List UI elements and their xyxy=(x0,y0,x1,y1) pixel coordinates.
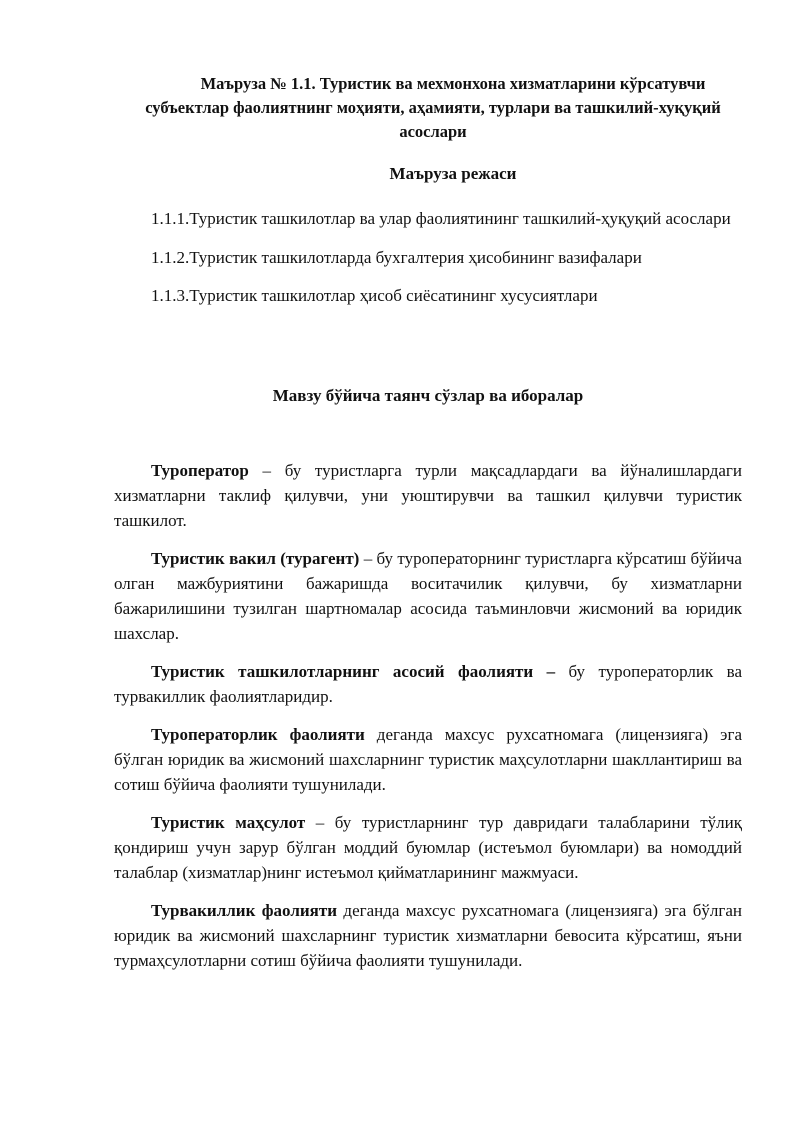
definition-paragraph xyxy=(114,898,742,973)
plan-item: 1.1.3.Туристик ташкилотлар ҳисоб сиёсатининг хусусиятлари xyxy=(151,286,598,305)
definition-text: деганда махсус рухсатномага (лицензияга) эга бўлган юридик ва жисмоний шахсларнинг туристик хизматларни бевосита кўрсатиш, яъни турмаҳсулотларни сотиш бўйича фаолияти тушунилади. xyxy=(114,901,742,970)
lecture-title xyxy=(108,72,758,144)
lecture-title-line-3: асослари xyxy=(399,122,467,141)
definition-text: – бу туроператорнинг туристларга кўрсатиш бўйича олган мажбуриятини бажаришда воситачилик қилувчи, бу хизматларни бажарилишини тузилган шартномалар асосида таъминловчи жисмоний ва юридик шахслар. xyxy=(114,549,742,643)
definition-paragraph xyxy=(114,810,742,885)
definition-term: Туроператор xyxy=(151,461,249,480)
lecture-title-line-1: Маъруза № 1.1. Туристик ва мехмонхона хизматларини кўрсатувчи xyxy=(200,74,706,93)
keywords-heading: Мавзу бўйича таянч сўзлар ва иборалар xyxy=(272,386,584,405)
definition-text: – бу туристларга турли мақсадлардаги ва йўналишлардаги хизматларни таклиф қилувчи, уни уюштирувчи ва ташкил қилувчи туристик ташкилот. xyxy=(114,461,742,530)
plan-item: 1.1.2.Туристик ташкилотларда бухгалтерия ҳисобининг вазифалари xyxy=(151,247,642,267)
definition-paragraph xyxy=(114,458,742,533)
definition-text: деганда махсус рухсатномага (лицензияга) эга бўлган юридик ва жисмоний шахсларнинг туристик маҳсулотларни шакллантириш ва сотиш бўйича фаолияти тушунилади. xyxy=(114,725,742,794)
definition-paragraph xyxy=(114,659,742,709)
plan-list xyxy=(114,207,742,323)
plan-heading: Маъруза режаси xyxy=(389,164,517,183)
definition-term: Туристик маҳсулот xyxy=(151,813,306,832)
definition-text: бу туроператорлик ва турвакиллик фаолиятларидир. xyxy=(114,662,742,706)
lecture-title-line-2: субъектлар фаолиятнинг моҳияти, аҳамияти, турлари ва ташкилий-хуқуқий xyxy=(145,98,721,117)
definitions-list xyxy=(114,458,742,986)
plan-item: 1.1.1.Туристик ташкилотлар ва улар фаолиятининг ташкилий-ҳуқуқий асослари xyxy=(151,209,731,228)
definition-text: – бу туристларнинг тур давридаги талабларини тўлиқ қондириш учун зарур бўлган моддий буюмлар (истеъмол буюмлари) ва номоддий талаблар (хизматлар)нинг истеъмол қийматларининг мажмуаси. xyxy=(114,813,742,882)
definition-term: Туристик вакил (турагент) xyxy=(151,549,360,568)
definition-term: Турвакиллик фаолияти xyxy=(151,901,338,920)
definition-paragraph xyxy=(114,546,742,646)
definition-paragraph xyxy=(114,722,742,797)
definition-term: Туристик ташкилотларнинг асосий фаолияти – xyxy=(151,662,556,681)
definition-term: Туроператорлик фаолияти xyxy=(151,725,365,744)
